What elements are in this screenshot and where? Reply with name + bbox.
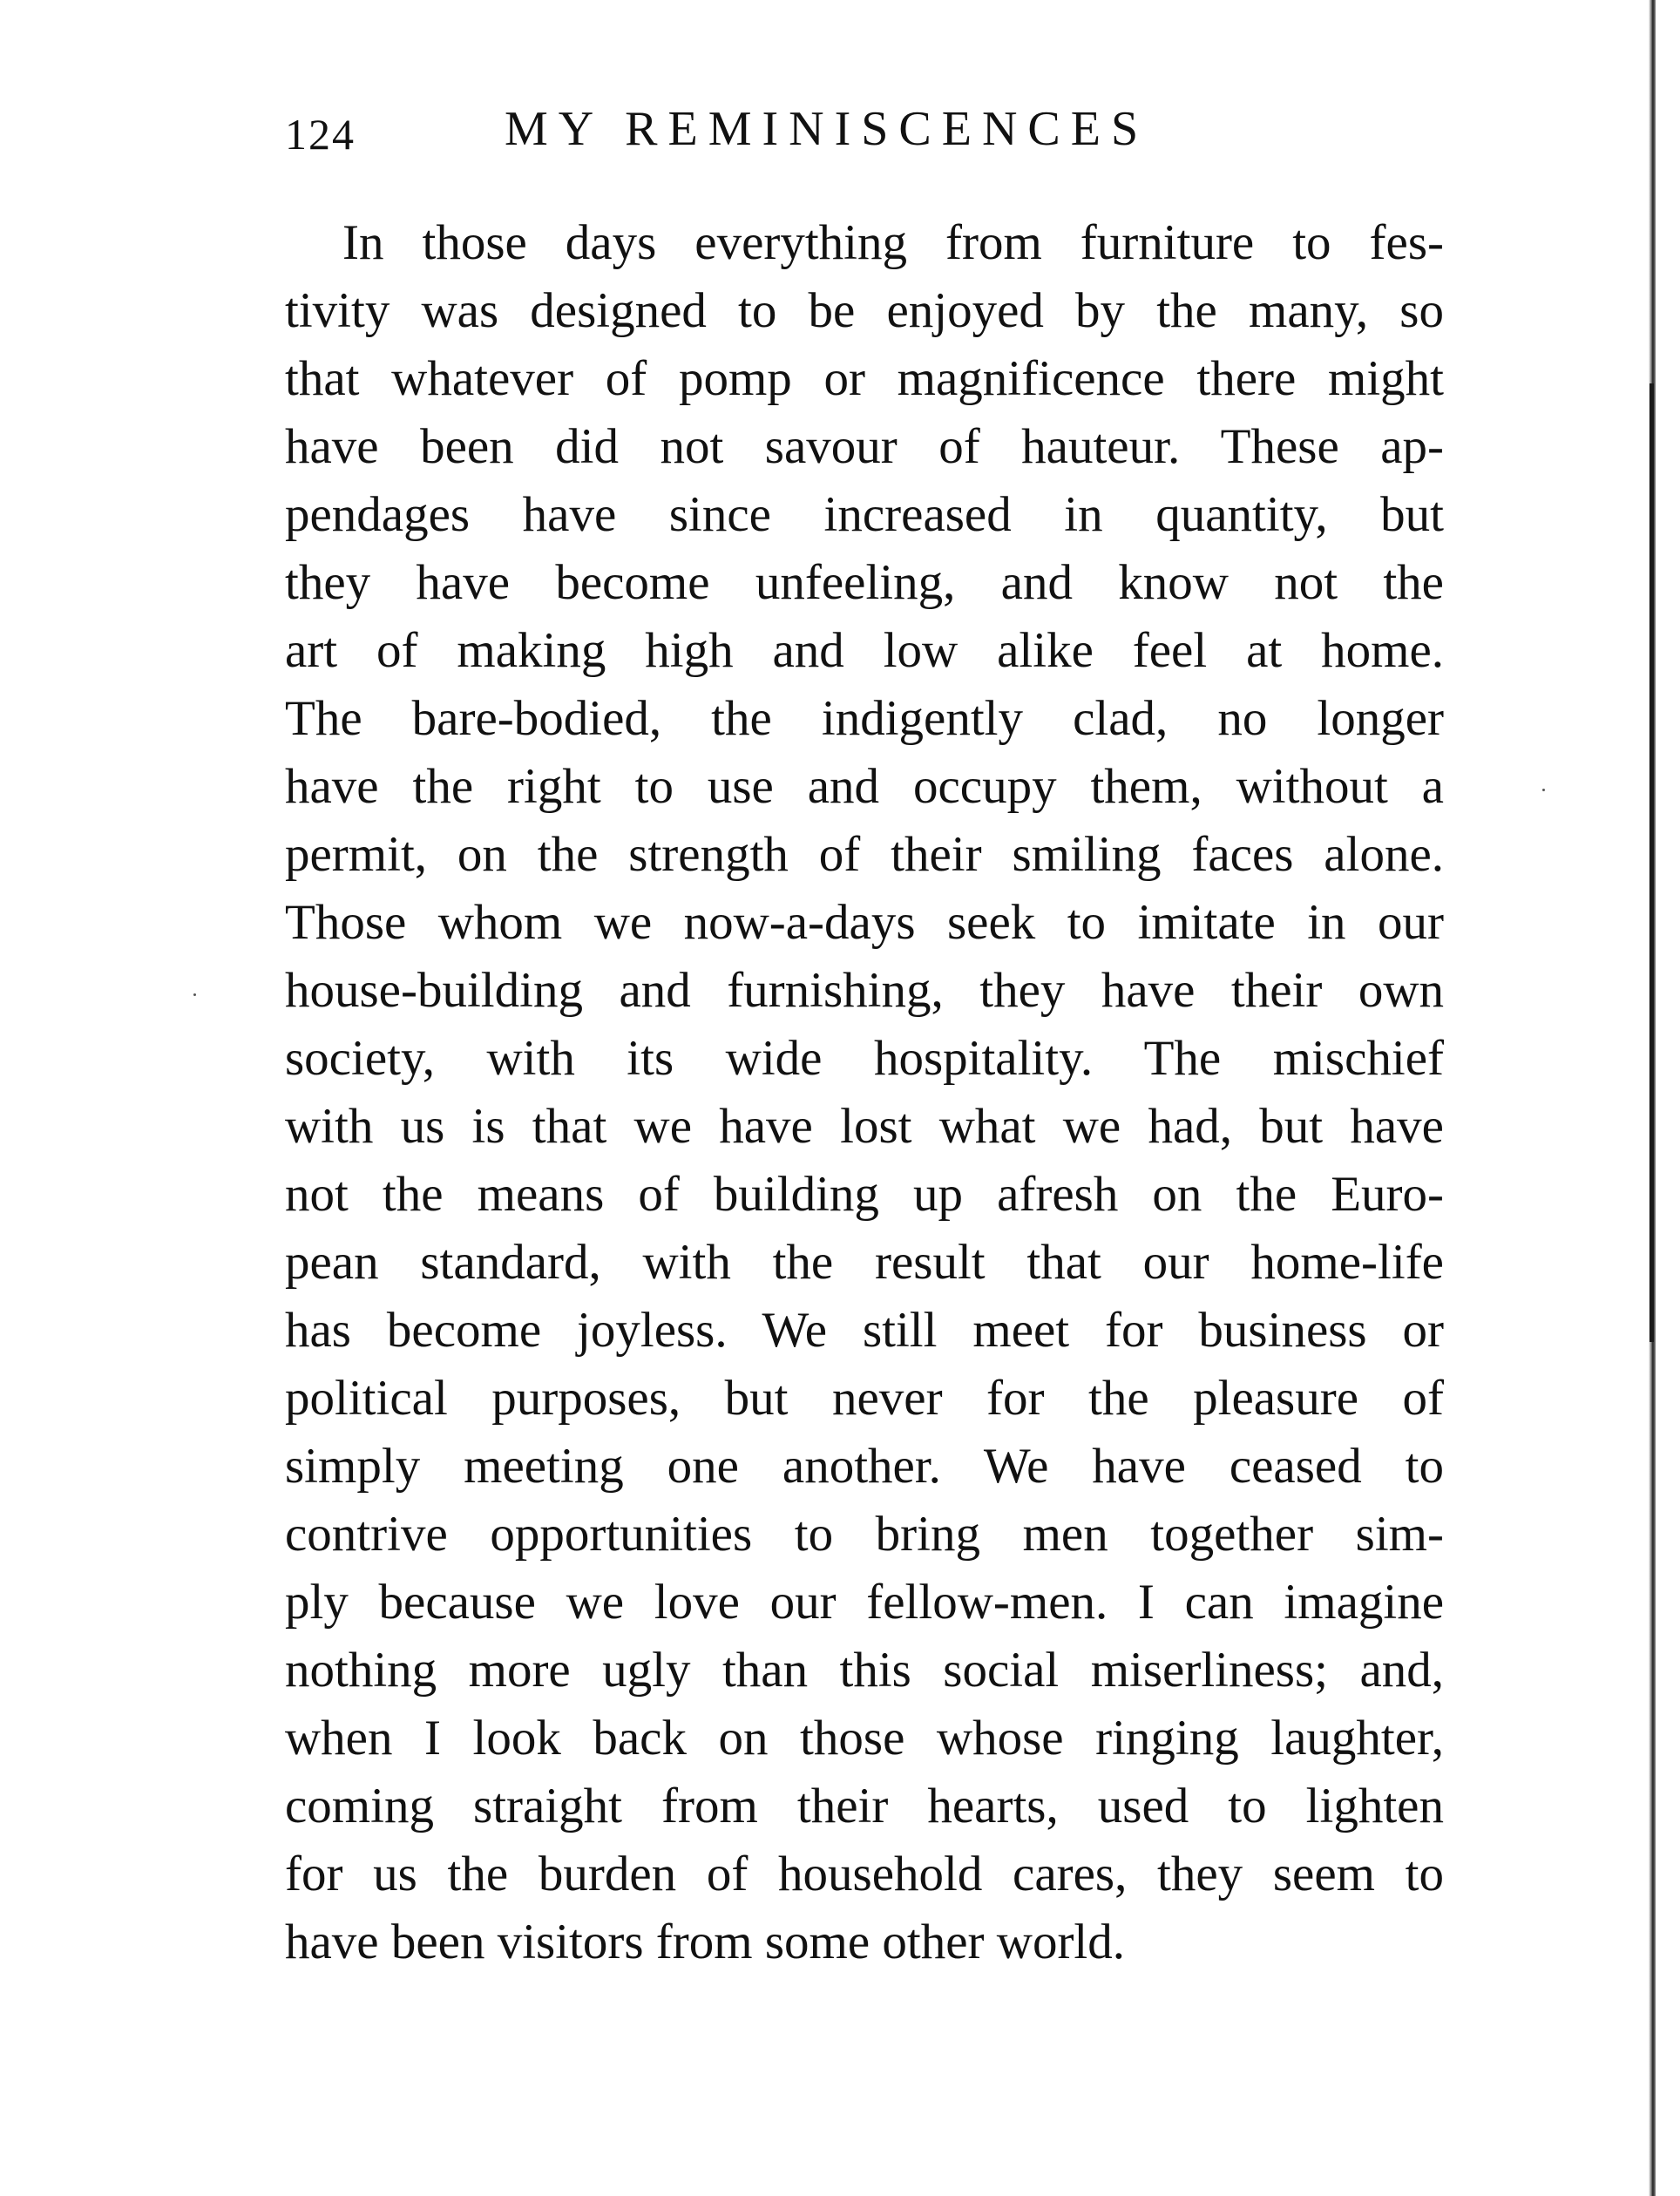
binding-shadow <box>1650 383 1654 1342</box>
text-line: with us is that we have lost what we had, but have <box>285 1099 1444 1154</box>
text-line: art of making high and low alike feel at home. <box>285 623 1444 678</box>
running-head <box>285 102 1243 159</box>
text-line: contrive opportunities to bring men together sim- <box>285 1507 1444 1562</box>
text-line: In those days everything from furniture to fes- <box>342 215 1444 270</box>
text-line: have been did not savour of hauteur. These ap- <box>285 419 1444 474</box>
text-line: nothing more ugly than this social miserliness; and, <box>285 1643 1444 1698</box>
text-line: permit, on the strength of their smiling faces alone. <box>285 827 1444 882</box>
body-paragraph <box>285 209 1444 1976</box>
text-line: they have become unfeeling, and know not the <box>285 555 1444 610</box>
text-line: for us the burden of household cares, they seem to <box>285 1847 1444 1901</box>
text-line: pean standard, with the result that our home-life <box>285 1235 1444 1290</box>
paper-speck <box>193 993 196 996</box>
text-line: The bare-bodied, the indigently clad, no longer <box>285 691 1444 746</box>
text-line: political purposes, but never for the pleasure of <box>285 1371 1444 1426</box>
running-title: MY REMINISCENCES <box>505 102 1149 156</box>
text-line-last: have been visitors from some other world. <box>285 1915 1126 1969</box>
text-line: Those whom we now-a-days seek to imitate in our <box>285 895 1444 950</box>
text-line: coming straight from their hearts, used to lighten <box>285 1779 1444 1833</box>
text-line: simply meeting one another. We have ceased to <box>285 1439 1444 1494</box>
text-line: have the right to use and occupy them, without a <box>285 759 1444 814</box>
text-line: when I look back on those whose ringing laughter, <box>285 1711 1444 1766</box>
paper-speck <box>1542 789 1545 791</box>
text-line: that whatever of pomp or magnificence there might <box>285 351 1444 406</box>
text-line: house-building and furnishing, they have their own <box>285 963 1444 1018</box>
text-line: society, with its wide hospitality. The mischief <box>285 1031 1444 1086</box>
text-line: not the means of building up afresh on the Euro- <box>285 1167 1444 1222</box>
text-line: ply because we love our fellow-men. I can imagine <box>285 1575 1444 1630</box>
text-line: has become joyless. We still meet for business or <box>285 1303 1444 1358</box>
page-number: 124 <box>285 110 356 159</box>
text-line: tivity was designed to be enjoyed by the many, so <box>285 283 1444 338</box>
text-line: pendages have since increased in quantity, but <box>285 487 1444 542</box>
